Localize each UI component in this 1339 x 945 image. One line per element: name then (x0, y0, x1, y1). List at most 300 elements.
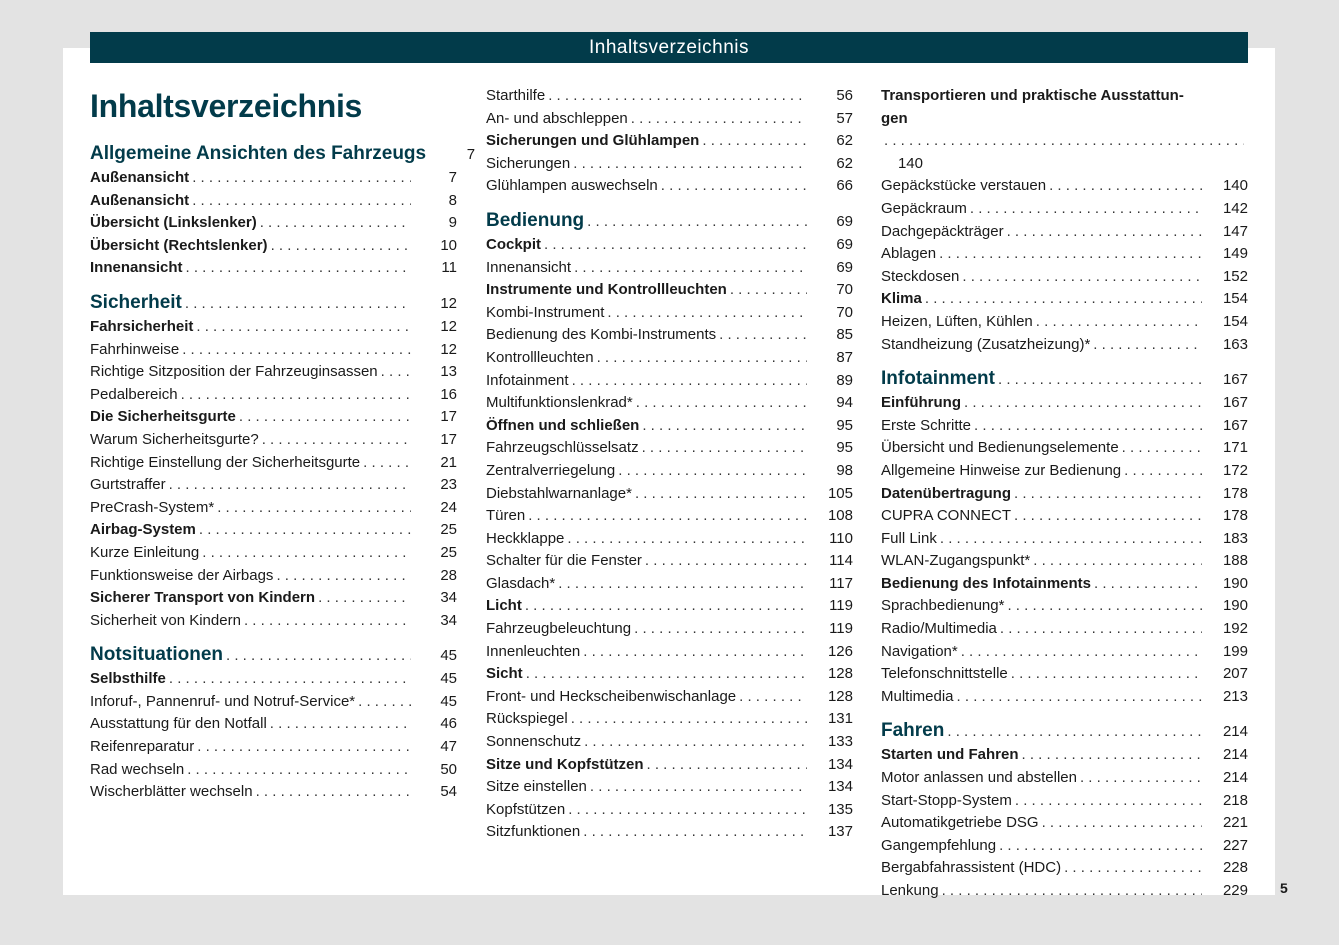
toc-page-number: 12 (440, 294, 457, 312)
toc-page-number: 85 (836, 326, 853, 344)
toc-entry-title: Radio/Multimedia (881, 620, 997, 638)
toc-entry[interactable] (486, 324, 853, 347)
dot-leader (181, 384, 411, 407)
toc-entry-title: Licht (486, 597, 522, 615)
toc-entry-title: Sprachbedienung* (881, 597, 1005, 615)
toc-entry-title: Telefonschnittstelle (881, 665, 1008, 683)
toc-entry-title: CUPRA CONNECT (881, 507, 1012, 525)
toc-entry-title: Allgemeine Hinweise zur Bedienung (881, 461, 1122, 479)
dot-leader (884, 130, 1244, 153)
dot-leader (642, 437, 807, 460)
toc-entry[interactable] (486, 505, 853, 528)
toc-section[interactable] (881, 85, 1248, 175)
dot-leader (1042, 812, 1202, 835)
dot-leader (525, 595, 807, 618)
toc-entry-title: Richtige Sitzposition der Fahrzeuginsassen (90, 363, 378, 381)
toc-section[interactable] (90, 406, 457, 429)
toc-entry[interactable] (486, 175, 853, 198)
toc-section[interactable] (90, 167, 457, 190)
toc-column-3 (881, 85, 1248, 903)
toc-page-number: 221 (1222, 814, 1248, 832)
dot-leader (573, 153, 807, 176)
toc-entry[interactable] (881, 618, 1248, 641)
toc-entry[interactable] (881, 686, 1248, 709)
toc-page-number: 167 (1222, 416, 1248, 434)
dot-leader (1094, 573, 1202, 596)
toc-page-number: 62 (836, 132, 853, 150)
dot-leader (590, 776, 807, 799)
dot-leader (169, 474, 411, 497)
toc-entry[interactable] (881, 880, 1248, 903)
toc-chapter[interactable] (881, 719, 1248, 744)
toc-entry[interactable] (881, 460, 1248, 483)
toc-entry-title: Navigation* (881, 642, 958, 660)
toc-entry[interactable] (486, 302, 853, 325)
toc-page-number: 34 (440, 611, 457, 629)
toc-column-1 (90, 86, 476, 804)
toc-section[interactable] (486, 130, 853, 153)
toc-entry[interactable] (881, 550, 1248, 573)
dot-leader (618, 460, 807, 483)
toc-entry-title: Bedienung (486, 209, 585, 231)
toc-entry-title: Lenkung (881, 882, 939, 899)
toc-entry-title: Glasdach* (486, 574, 556, 592)
toc-entry[interactable] (881, 663, 1248, 686)
toc-entry-title: Gurtstraffer (90, 476, 166, 494)
toc-entry[interactable] (881, 243, 1248, 266)
dot-leader (182, 339, 411, 362)
toc-entry[interactable] (486, 370, 853, 393)
toc-entry-title: Glühlampen auswechseln (486, 177, 658, 195)
toc-section[interactable] (486, 754, 853, 777)
toc-entry-title: Ablagen (881, 245, 937, 263)
toc-page-number: 190 (1222, 597, 1248, 615)
toc-entry[interactable] (486, 731, 853, 754)
toc-entry-title: Automatikgetriebe DSG (881, 814, 1039, 832)
dot-leader (631, 108, 807, 131)
toc-entry[interactable] (486, 528, 853, 551)
toc-entry-title-line: Transportieren und praktische Ausstattun- (881, 87, 1184, 104)
dot-leader (642, 415, 807, 438)
toc-entry-title: Übersicht und Bedienungselemente (881, 439, 1119, 457)
dot-leader (185, 292, 411, 316)
dot-leader (169, 668, 411, 691)
toc-entry[interactable] (486, 257, 853, 280)
toc-entry-title: An- und abschleppen (486, 109, 628, 127)
toc-entry[interactable] (881, 334, 1248, 357)
toc-entry[interactable] (881, 595, 1248, 618)
toc-page-number: 154 (1222, 312, 1248, 330)
dot-leader (1124, 460, 1202, 483)
toc-page-number: 110 (829, 529, 853, 547)
toc-page-number: 56 (836, 87, 853, 104)
toc-page-number: 214 (1222, 723, 1248, 741)
dot-leader (197, 736, 411, 759)
toc-section[interactable] (90, 190, 457, 213)
toc-page-number: 24 (440, 498, 457, 516)
toc-entry[interactable] (881, 415, 1248, 438)
toc-page-number: 9 (448, 214, 457, 232)
toc-entry[interactable] (486, 776, 853, 799)
toc-entry-title: Richtige Einstellung der Sicherheitsgurte (90, 453, 361, 471)
toc-entry-title: Heckklappe (486, 529, 565, 547)
dot-leader (961, 641, 1202, 664)
dot-leader (239, 406, 411, 429)
dot-leader (1007, 221, 1202, 244)
toc-entry[interactable] (90, 565, 457, 588)
toc-entry-title: Gepäckstücke verstauen (881, 177, 1047, 195)
toc-entry[interactable] (90, 759, 457, 782)
dot-leader (661, 175, 807, 198)
toc-page-number: 62 (836, 154, 853, 172)
dot-leader (1022, 744, 1202, 767)
toc-entry[interactable] (486, 618, 853, 641)
toc-entry[interactable] (881, 198, 1248, 221)
toc-page-number: 137 (827, 823, 853, 841)
dot-leader (974, 415, 1202, 438)
dot-leader (1011, 663, 1202, 686)
toc-entry[interactable] (881, 311, 1248, 334)
toc-page-number: 128 (827, 687, 853, 705)
toc-page-number: 207 (1222, 665, 1248, 683)
toc-page-number: 8 (448, 191, 457, 209)
toc-chapter[interactable] (881, 367, 1248, 392)
toc-page-number: 17 (440, 408, 457, 426)
dot-leader (571, 708, 807, 731)
toc-entry[interactable] (881, 437, 1248, 460)
toc-entry-title: Cockpit (486, 235, 542, 253)
dot-leader (528, 505, 807, 528)
toc-entry[interactable] (486, 108, 853, 131)
dot-leader (1080, 767, 1202, 790)
dot-leader (202, 542, 411, 565)
toc-entry[interactable] (486, 573, 853, 596)
toc-section[interactable] (90, 668, 457, 691)
toc-page-number: 11 (441, 259, 457, 277)
toc-entry-title: Fahrhinweise (90, 340, 180, 358)
toc-entry[interactable] (486, 686, 853, 709)
toc-entry-title: Die Sicherheitsgurte (90, 408, 236, 426)
toc-entry-title: Reifenreparatur (90, 738, 195, 756)
dot-leader (607, 302, 807, 325)
toc-entry-title: Airbag-System (90, 521, 196, 539)
toc-entry-title: Sitze und Kopfstützen (486, 755, 644, 773)
toc-page-number: 12 (440, 317, 457, 335)
toc-entry-title: Start-Stopp-System (881, 791, 1012, 809)
dot-leader (635, 483, 807, 506)
toc-page-number: 140 (1222, 177, 1248, 195)
toc-page-number: 134 (827, 755, 853, 773)
toc-entry-title: Kopfstützen (486, 800, 566, 818)
toc-page-number: 167 (1222, 371, 1248, 389)
dot-leader (276, 565, 411, 588)
toc-section[interactable] (486, 663, 853, 686)
toc-entry-title: Kontrollleuchten (486, 348, 594, 366)
toc-page-number: 171 (1222, 439, 1248, 457)
toc-entry[interactable] (90, 610, 457, 633)
toc-section[interactable] (486, 234, 853, 257)
toc-entry-title: Notsituationen (90, 644, 223, 666)
toc-entry-title: Sonnenschutz (486, 733, 582, 751)
toc-entry[interactable] (486, 483, 853, 506)
dot-leader (1000, 618, 1202, 641)
toc-entry[interactable] (486, 799, 853, 822)
toc-entry-title: Allgemeine Ansichten des Fahrzeugs (90, 143, 427, 164)
dot-leader (256, 781, 411, 804)
toc-entry[interactable] (90, 361, 457, 384)
toc-entry-title: Klima (881, 290, 922, 308)
toc-entry-title: Standheizung (Zusatzheizung)* (881, 335, 1091, 353)
dot-leader (730, 279, 807, 302)
dot-leader (1064, 857, 1202, 880)
toc-entry-title: Fahren (881, 720, 945, 742)
toc-entry-title: Sicherheit (90, 291, 182, 313)
dot-leader (192, 167, 411, 190)
toc-entry[interactable] (881, 767, 1248, 790)
dot-leader (942, 880, 1202, 903)
toc-entry-title: Fahrzeugschlüsselsatz (486, 439, 639, 457)
dot-leader (526, 663, 807, 686)
toc-page-number: 69 (836, 235, 853, 253)
toc-section[interactable] (486, 595, 853, 618)
toc-entry-title: Ausstattung für den Notfall (90, 715, 267, 733)
dot-leader (574, 257, 807, 280)
dot-leader (647, 754, 808, 777)
dot-leader (964, 392, 1202, 415)
toc-entry-title: Fahrzeugbeleuchtung (486, 620, 632, 638)
toc-entry-title: Sicht (486, 665, 523, 683)
toc-page-number: 128 (827, 665, 853, 683)
dot-leader (634, 618, 807, 641)
toc-entry-title: Steckdosen (881, 267, 960, 285)
toc-entry[interactable] (90, 713, 457, 736)
toc-entry[interactable] (881, 857, 1248, 880)
toc-entry[interactable] (486, 460, 853, 483)
toc-page-number: 140 (897, 154, 923, 172)
toc-page-number: 12 (440, 340, 457, 358)
toc-entry-title: Sicherungen und Glühlampen (486, 132, 700, 150)
toc-page-number: 134 (827, 778, 853, 796)
toc-entry-title: Sitze einstellen (486, 778, 587, 796)
toc-entry[interactable] (90, 452, 457, 475)
toc-entry-title: Datenübertragung (881, 484, 1012, 502)
dot-leader (558, 573, 807, 596)
toc-entry[interactable] (486, 708, 853, 731)
toc-entry[interactable] (881, 790, 1248, 813)
toc-entry[interactable] (881, 505, 1248, 528)
toc-entry-title: Multimedia (881, 687, 954, 705)
toc-page-number: 46 (440, 715, 457, 733)
toc-page-number: 70 (836, 303, 853, 321)
dot-leader (217, 497, 411, 520)
toc-entry[interactable] (90, 736, 457, 759)
toc-entry[interactable] (486, 85, 853, 108)
toc-page-number: 163 (1222, 335, 1248, 353)
toc-page-number: 214 (1222, 769, 1248, 787)
toc-entry-title: Starten und Fahren (881, 746, 1019, 764)
toc-page-number: 66 (836, 177, 853, 195)
toc-chapter[interactable] (90, 643, 457, 668)
toc-page-number: 228 (1222, 859, 1248, 877)
dot-leader (645, 550, 807, 573)
dot-leader (999, 835, 1202, 858)
page-number: 5 (1280, 880, 1288, 896)
toc-entry-title: Dachgepäckträger (881, 222, 1004, 240)
toc-page-number: 7 (466, 146, 476, 163)
toc-entry[interactable] (486, 437, 853, 460)
toc-entry-title: Infotainment (486, 371, 569, 389)
toc-entry-title: Außenansicht (90, 169, 190, 186)
toc-page-number: 126 (827, 642, 853, 660)
toc-page-number: 192 (1222, 620, 1248, 638)
dot-leader (199, 519, 411, 542)
toc-section[interactable] (881, 573, 1248, 596)
toc-section[interactable] (881, 744, 1248, 767)
toc-entry[interactable] (90, 497, 457, 520)
toc-entry-title: Gepäckraum (881, 199, 967, 217)
dot-leader (962, 266, 1202, 289)
dot-leader (1122, 437, 1202, 460)
dot-leader (196, 316, 411, 339)
dot-leader (583, 821, 807, 844)
toc-entry[interactable] (881, 641, 1248, 664)
toc-page-number: 45 (440, 647, 457, 665)
toc-page-number: 214 (1222, 746, 1248, 764)
toc-entry-title: Sicherer Transport von Kindern (90, 589, 316, 607)
dot-leader (636, 392, 807, 415)
dot-leader (957, 686, 1202, 709)
toc-section[interactable] (90, 316, 457, 339)
toc-entry-title: PreCrash-System* (90, 498, 215, 516)
toc-chapter[interactable] (486, 209, 853, 234)
dot-leader (702, 130, 807, 153)
dot-leader (186, 257, 411, 280)
dot-leader (583, 641, 807, 664)
toc-entry-title: Einführung (881, 394, 961, 412)
toc-entry-title: Sicherheit von Kindern (90, 611, 241, 629)
dot-leader (381, 361, 411, 384)
toc-entry-title: Infotainment (881, 368, 995, 390)
toc-entry[interactable] (881, 266, 1248, 289)
toc-page-number: 98 (836, 461, 853, 479)
toc-page-number: 69 (836, 212, 853, 230)
toc-page-number: 69 (836, 258, 853, 276)
dot-leader (192, 190, 411, 213)
toc-entry[interactable] (486, 392, 853, 415)
toc-entry-title: WLAN-Zugangspunkt* (881, 552, 1031, 570)
toc-section[interactable] (90, 212, 457, 235)
toc-page-number: 227 (1222, 836, 1248, 854)
toc-page-number: 105 (827, 484, 853, 502)
toc-entry[interactable] (881, 835, 1248, 858)
toc-section[interactable] (90, 257, 457, 280)
toc-section[interactable] (90, 235, 457, 258)
toc-entry-title: Full Link (881, 529, 937, 547)
toc-section[interactable] (881, 483, 1248, 506)
toc-entry[interactable] (881, 528, 1248, 551)
toc-page-number: 167 (1222, 394, 1248, 412)
page-title: Inhaltsverzeichnis (90, 88, 363, 124)
dot-leader (260, 212, 411, 235)
toc-entry[interactable] (90, 542, 457, 565)
toc-page-number: 190 (1222, 574, 1248, 592)
toc-page-number: 199 (1222, 642, 1248, 660)
toc-entry[interactable] (486, 821, 853, 844)
toc-entry-title: Innenansicht (90, 259, 183, 277)
toc-page-number: 10 (440, 236, 457, 254)
dot-leader (363, 452, 411, 475)
dot-leader (970, 198, 1202, 221)
toc-entry-title: gen (881, 109, 908, 127)
dot-leader (544, 234, 807, 257)
toc-page-number: 23 (440, 476, 457, 494)
toc-page-number: 7 (448, 169, 457, 186)
toc-page-number: 183 (1222, 529, 1248, 547)
toc-section[interactable] (881, 288, 1248, 311)
toc-entry[interactable] (881, 812, 1248, 835)
toc-entry-title: Heizen, Lüften, Kühlen (881, 312, 1033, 330)
toc-entry[interactable] (881, 221, 1248, 244)
toc-entry[interactable] (90, 429, 457, 452)
toc-entry[interactable] (486, 153, 853, 176)
toc-entry-title: Innenansicht (486, 258, 572, 276)
toc-entry[interactable] (90, 384, 457, 407)
toc-page-number: 213 (1222, 687, 1248, 705)
toc-entry[interactable] (90, 474, 457, 497)
toc-page-number: 21 (440, 453, 457, 471)
toc-entry-title: Bedienung des Kombi-Instruments (486, 326, 717, 344)
dot-leader (262, 429, 411, 452)
toc-section[interactable] (486, 415, 853, 438)
toc-entry[interactable] (90, 691, 457, 714)
toc-page-number: 135 (827, 800, 853, 818)
toc-entry-title: Übersicht (Rechtslenker) (90, 236, 268, 254)
dot-leader (998, 368, 1202, 392)
toc-chapter[interactable] (90, 291, 457, 316)
toc-entry-title: Starthilfe (486, 87, 546, 104)
dot-leader (1093, 334, 1202, 357)
toc-entry-title: Instrumente und Kontrollleuchten (486, 281, 727, 299)
toc-page-number: 133 (827, 733, 853, 751)
dot-leader (271, 235, 411, 258)
toc-entry[interactable] (881, 175, 1248, 198)
dot-leader (925, 288, 1202, 311)
toc-entry-title: Funktionsweise der Airbags (90, 566, 274, 584)
toc-entry-title: Wischerblätter wechseln (90, 783, 253, 801)
toc-entry[interactable] (90, 781, 457, 804)
toc-section[interactable] (90, 519, 457, 542)
toc-page-number: 70 (836, 281, 853, 299)
toc-entry[interactable] (90, 339, 457, 362)
toc-section[interactable] (486, 279, 853, 302)
dot-leader (572, 370, 807, 393)
toc-entry-title: Gangempfehlung (881, 836, 997, 854)
toc-entry[interactable] (486, 550, 853, 573)
toc-entry[interactable] (486, 641, 853, 664)
toc-page-number: 17 (440, 430, 457, 448)
toc-page-number: 45 (440, 670, 457, 688)
toc-section[interactable] (881, 392, 1248, 415)
toc-page-number: 95 (836, 416, 853, 434)
toc-section[interactable] (90, 587, 457, 610)
toc-entry-title: Warum Sicherheitsgurte? (90, 430, 259, 448)
toc-entry-title: Kurze Einleitung (90, 543, 200, 561)
toc-chapter[interactable] (90, 142, 476, 167)
toc-page-number: 54 (440, 783, 457, 801)
toc-entry-title: Rad wechseln (90, 760, 185, 778)
toc-entry[interactable] (486, 347, 853, 370)
toc-page-number: 89 (836, 371, 853, 389)
